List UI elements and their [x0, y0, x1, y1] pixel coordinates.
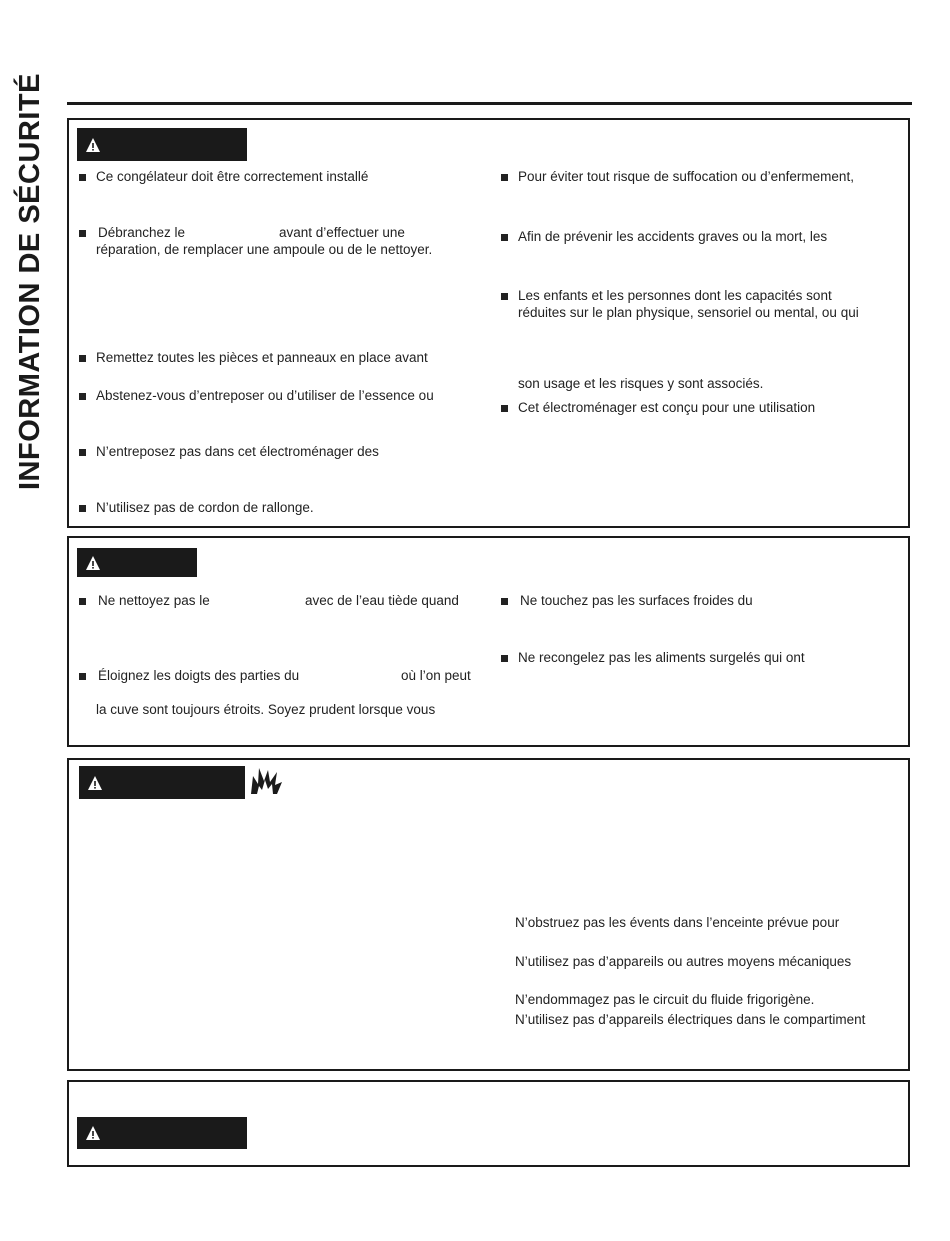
bullet — [79, 355, 86, 362]
warning-triangle-icon — [87, 775, 103, 791]
box2-right-item-1: Ne touchez pas les surfaces froides du — [520, 593, 753, 608]
warning-triangle-icon — [85, 137, 101, 153]
box3-right-line-1: N’obstruez pas les évents dans l’enceinte prévue pour — [515, 915, 840, 930]
bullet — [501, 598, 508, 605]
explosion-icon — [249, 766, 283, 796]
warning-label-2 — [77, 548, 197, 577]
bullet — [79, 174, 86, 181]
box3-right-line-2: N’utilisez pas d’appareils ou autres moyens mécaniques — [515, 954, 852, 969]
box2-left-item-2c: la cuve sont toujours étroits. Soyez prudent lorsque vous — [96, 702, 436, 717]
box3-right-line-3: N’endommagez pas le circuit du fluide frigorigène. — [515, 992, 815, 1007]
box1-left-item-2a: Débranchez le — [98, 225, 186, 240]
box1-right-item-3a: Les enfants et les personnes dont les capacités sont — [518, 288, 832, 303]
box1-right-item-3b: réduites sur le plan physique, sensoriel ou mental, ou qui — [518, 305, 859, 320]
bullet — [79, 673, 86, 680]
box1-right-item-4: Cet électroménager est conçu pour une utilisation — [518, 400, 816, 415]
warning-box-1 — [67, 118, 910, 528]
bullet — [501, 174, 508, 181]
bullet — [79, 393, 86, 400]
warning-label-3 — [79, 766, 245, 799]
bullet — [501, 293, 508, 300]
bullet — [79, 449, 86, 456]
bullet — [501, 405, 508, 412]
top-rule — [67, 102, 912, 105]
box1-left-item-6: N’utilisez pas de cordon de rallonge. — [96, 500, 314, 515]
box2-left-item-2b: où l’on peut — [401, 668, 471, 683]
warning-box-3 — [67, 758, 910, 1071]
warning-box-2 — [67, 536, 910, 747]
bullet — [501, 234, 508, 241]
box1-left-item-2c: réparation, de remplacer une ampoule ou de le nettoyer. — [96, 242, 433, 257]
box2-left-item-1a: Ne nettoyez pas le — [98, 593, 210, 608]
warning-label-4 — [77, 1117, 247, 1149]
box2-left-item-1b: avec de l’eau tiède quand — [305, 593, 459, 608]
box1-left-item-2b: avant d’effectuer une — [279, 225, 405, 240]
box1-left-item-5: N’entreposez pas dans cet électroménager des — [96, 444, 379, 459]
warning-triangle-icon — [85, 1125, 101, 1141]
bullet — [79, 230, 86, 237]
box1-left-item-1: Ce congélateur doit être correctement installé — [96, 169, 369, 184]
warning-label-1 — [77, 128, 247, 161]
warning-box-4 — [67, 1080, 910, 1167]
box1-right-item-1: Pour éviter tout risque de suffocation ou d’enfermement, — [518, 169, 854, 184]
side-title: INFORMATION DE SÉCURITÉ — [14, 73, 46, 490]
box1-right-item-2: Afin de prévenir les accidents graves ou la mort, les — [518, 229, 828, 244]
bullet — [79, 598, 86, 605]
box1-right-item-3c: son usage et les risques y sont associés. — [518, 376, 764, 391]
bullet — [79, 505, 86, 512]
box3-right-line-4: N’utilisez pas d’appareils électriques dans le compartiment — [515, 1012, 866, 1027]
box2-left-item-2a: Éloignez les doigts des parties du — [98, 668, 300, 683]
bullet — [501, 655, 508, 662]
box1-left-item-3: Remettez toutes les pièces et panneaux en place avant — [96, 350, 428, 365]
box1-left-item-4: Abstenez-vous d’entreposer ou d’utiliser de l’essence ou — [96, 388, 434, 403]
warning-triangle-icon — [85, 555, 101, 571]
box2-right-item-2: Ne recongelez pas les aliments surgelés qui ont — [518, 650, 805, 665]
